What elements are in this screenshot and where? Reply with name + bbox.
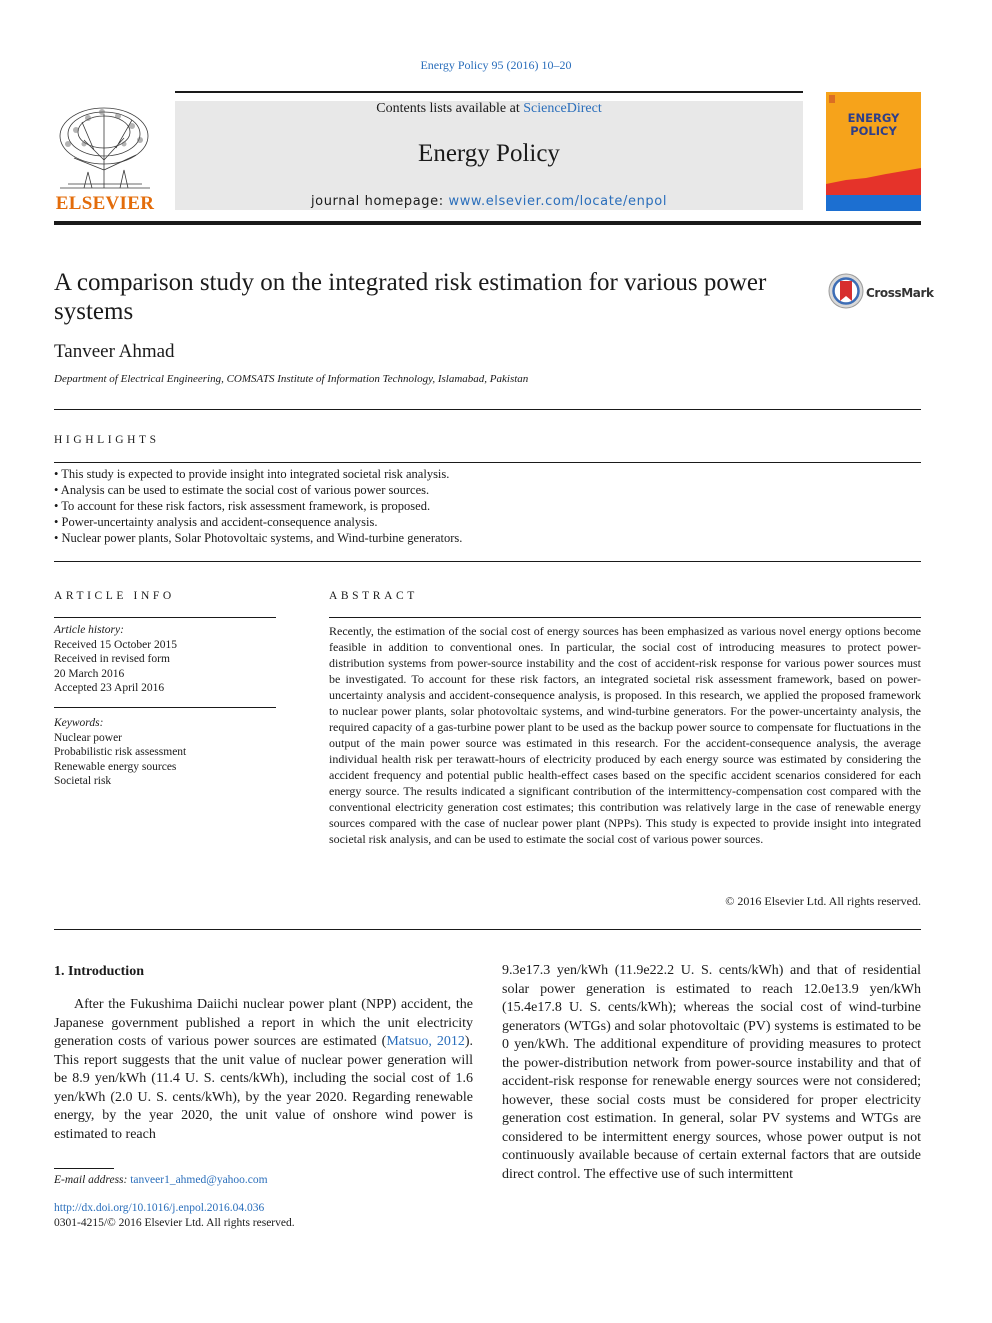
citation-link-matsuo[interactable]: Matsuo, 2012 bbox=[386, 1034, 465, 1049]
header-top-rule bbox=[175, 91, 803, 93]
abstract-copyright: © 2016 Elsevier Ltd. All rights reserved. bbox=[725, 894, 921, 908]
homepage-prefix: journal homepage: bbox=[310, 194, 449, 209]
article-title: A comparison study on the integrated risk estimation for various power systems bbox=[54, 269, 767, 325]
keyword-item: Renewable energy sources bbox=[54, 760, 177, 773]
cover-title-line2: POLICY bbox=[850, 124, 897, 138]
highlight-item: • This study is expected to provide insight into integrated societal risk analysis. bbox=[54, 467, 450, 481]
keyword-item: Nuclear power bbox=[54, 731, 123, 744]
author-name: Tanveer Ahmad bbox=[54, 341, 175, 362]
cover-title bbox=[826, 112, 921, 138]
keyword-item: Societal risk bbox=[54, 775, 112, 787]
email-label: E-mail address: bbox=[54, 1174, 131, 1186]
body-left-text-part2: ). This report suggests that the unit value of nuclear power generation will be 8.9 yen/kWh (11.4 U. S. cents/kWh), including the social cost of 1.6 yen/kWh (2.0 U. S. cents/kWh), by the year 2020. Regarding renewable energy, by the year 2020, the unit value of onshore wind power is estimated to reach bbox=[54, 1034, 473, 1142]
history-accepted: Accepted 23 April 2016 bbox=[54, 682, 165, 694]
contents-prefix: Contents lists available at bbox=[376, 101, 524, 116]
abstract-text: Recently, the estimation of the social cost of energy sources has been emphasized as various novel energy options become feasible in addition to conventional ones. In particular, the social cost of introducing measures to protect power-distribution systems from power-source instability and the cost of accident-risk response for various power sources must be investigated. To account for these risk factors, an integrated societal risk assessment framework, based on power-uncertainty analysis and accident-consequence analysis, is proposed. In this research, we applied the proposed framework to nuclear power plants, solar photovoltaic systems, and wind-turbine generators. For the power-uncertainty analysis, the required capacity of a gas-turbine power plant to be used as the backup power source to compensate for fluctuations in the output of the main power source was estimated in this research. For the accident-consequence analysis, the average individual health risk per terawatt-hours of electricity produced by each energy source was estimated by considering the accident frequency and potential public health-effect cases based on the specific accident scenarios considered for each energy source. The results indicated a significant contribution of the intermittency-compensation cost compared with the conventional electricity generation cost estimates; this contribution was relatively large in the case of renewable energy sources compared with the case of nuclear power plant (NPPs). This study is expected to provide insight into integrated societal risk analysis, and can be used to estimate the social cost of various power sources. bbox=[329, 624, 921, 846]
author-email-footnote bbox=[54, 1174, 268, 1186]
history-received: Received 15 October 2015 bbox=[54, 638, 177, 651]
highlight-item: • Nuclear power plants, Solar Photovoltaic systems, and Wind-turbine generators. bbox=[54, 531, 463, 545]
article-history-label: Article history: bbox=[54, 624, 124, 636]
keyword-item: Probabilistic risk assessment bbox=[54, 746, 187, 758]
highlight-item: • Power-uncertainty analysis and accident-consequence analysis. bbox=[54, 515, 378, 529]
journal-homepage-line bbox=[175, 194, 803, 209]
history-revised-label: Received in revised form bbox=[54, 653, 170, 665]
body-right-column: 9.3e17.3 yen/kWh (11.9e22.2 U. S. cents/kWh) and that of residential solar power generation is estimated to reach 12.0e13.9 yen/kWh (15.4e17.8 U. S. cents/kWh); whereas the social cost of wind-turbine generators (WTGs) and solar photovoltaic (PV) systems is estimated to be 0 yen/kWh. The additional expenditure of providing measures to protect the power-distribution network from power-source instability and that of accident-risk response for renewable energy sources were not considered; however, these social costs must be considered for proper electricity generation cost estimation. In general, solar PV systems and WTGs are considered to be intermittent energy sources, whose power output is not continuously available because of certain external factors that are outside direct control. The effective use of such intermittent bbox=[502, 963, 921, 1182]
highlights-bottom-rule bbox=[54, 561, 921, 562]
contents-availability-line bbox=[175, 101, 803, 117]
highlights-heading: HIGHLIGHTS bbox=[54, 434, 160, 446]
article-history bbox=[54, 623, 276, 696]
footnote-rule bbox=[54, 1168, 114, 1169]
highlights-list bbox=[54, 466, 921, 546]
crossmark-label[interactable]: CrossMark bbox=[866, 286, 934, 300]
keywords-block bbox=[54, 716, 276, 789]
article-info-heading: ARTICLE INFO bbox=[54, 590, 175, 602]
body-left-text-part1: After the Fukushima Daiichi nuclear power plant (NPP) accident, the Japanese government published a report in which the unit electricity generation costs of various power sources are estimated ( bbox=[54, 997, 473, 1049]
journal-cover-thumbnail[interactable] bbox=[826, 92, 921, 211]
crossmark-icon[interactable] bbox=[828, 273, 864, 309]
abstract-heading: ABSTRACT bbox=[329, 590, 418, 602]
highlight-item: • Analysis can be used to estimate the social cost of various power sources. bbox=[54, 483, 430, 497]
article-info-rule bbox=[54, 617, 276, 618]
elsevier-wordmark: ELSEVIER bbox=[55, 193, 155, 214]
cover-title-line1: ENERGY bbox=[847, 111, 900, 125]
header-bottom-rule bbox=[54, 221, 921, 225]
history-revised-date: 20 March 2016 bbox=[54, 667, 125, 680]
author-email-link[interactable]: tanveer1_ahmed@yahoo.com bbox=[130, 1174, 268, 1186]
journal-name: Energy Policy bbox=[418, 140, 560, 167]
abstract-rule bbox=[329, 617, 921, 618]
sciencedirect-link[interactable]: ScienceDirect bbox=[523, 101, 602, 116]
journal-citation-link[interactable]: Energy Policy 95 (2016) 10–20 bbox=[420, 58, 572, 72]
cover-art-icon bbox=[826, 92, 921, 211]
issn-copyright: 0301-4215/© 2016 Elsevier Ltd. All rights reserved. bbox=[54, 1217, 295, 1229]
keywords-label: Keywords: bbox=[54, 717, 104, 729]
highlights-rule bbox=[54, 462, 921, 463]
body-left-column bbox=[54, 996, 473, 1144]
author-affiliation: Department of Electrical Engineering, COMSATS Institute of Information Technology, Islamabad, Pakistan bbox=[54, 373, 529, 385]
doi-link[interactable]: http://dx.doi.org/10.1016/j.enpol.2016.04.036 bbox=[54, 1202, 265, 1214]
highlight-item: • To account for these risk factors, risk assessment framework, is proposed. bbox=[54, 499, 431, 513]
title-divider bbox=[54, 409, 921, 410]
section-heading-introduction: 1. Introduction bbox=[54, 964, 144, 979]
journal-homepage-link[interactable]: www.elsevier.com/locate/enpol bbox=[448, 194, 668, 209]
front-matter-bottom-rule bbox=[54, 929, 921, 930]
keywords-rule bbox=[54, 707, 276, 708]
